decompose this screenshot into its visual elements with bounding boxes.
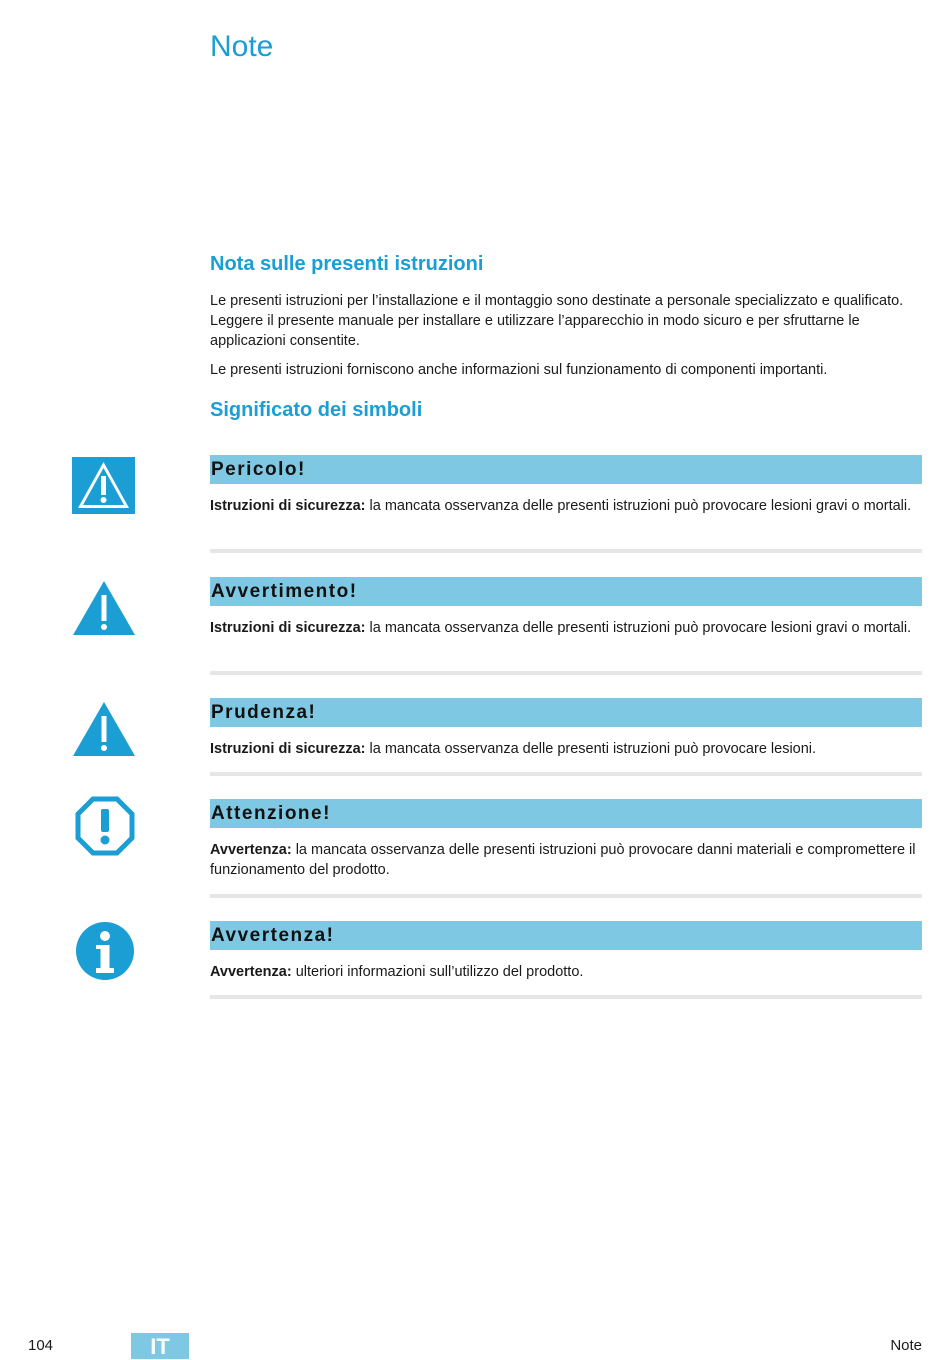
notice-warning <box>210 577 922 638</box>
page-number: 104 <box>28 1337 54 1354</box>
notice-label: Avvertenza: <box>210 842 292 858</box>
warning-triangle-icon <box>72 576 136 640</box>
notice-title: Pericolo! <box>210 455 922 484</box>
notice-text <box>210 739 922 759</box>
intro-paragraph-2: Le presenti istruzioni forniscono anche informazioni sul funzionamento di componenti importanti. <box>210 362 828 378</box>
notice-caution <box>210 698 922 759</box>
notice-description: ulteriori informazioni sull’utilizzo del prodotto. <box>291 964 584 980</box>
notice-attention <box>210 799 922 880</box>
notice-description: la mancata osservanza delle presenti istruzioni può provocare danni materiali e compromettere il funzionamento del prodotto. <box>210 842 916 878</box>
notice-label: Istruzioni di sicurezza: <box>210 620 366 636</box>
intro-paragraph-1: Le presenti istruzioni per l’installazione e il montaggio sono destinate a personale specializzato e qualificato. Leggere il presente manuale per installare e utilizzare l’apparecchio in modo sicuro e per sfruttarne le applicazioni consentite. <box>210 293 904 349</box>
notice-divider <box>210 894 922 898</box>
notice-description: la mancata osservanza delle presenti istruzioni può provocare lesioni. <box>365 741 817 757</box>
info-circle-icon <box>75 921 135 981</box>
notice-title: Avvertimento! <box>210 577 922 606</box>
notice-label: Istruzioni di sicurezza: <box>210 498 366 514</box>
notice-label: Avvertenza: <box>210 964 292 980</box>
notice-divider <box>210 549 922 553</box>
attention-octagon-icon <box>75 796 135 856</box>
caution-triangle-icon <box>72 697 136 761</box>
section-heading-instructions: Nota sulle presenti istruzioni <box>210 253 484 275</box>
notice-title: Attenzione! <box>210 799 922 828</box>
page-title: Note <box>210 30 274 63</box>
danger-warning-square-icon <box>72 454 136 518</box>
notice-title: Avvertenza! <box>210 921 922 950</box>
notice-danger <box>210 455 922 516</box>
notice-text <box>210 618 922 638</box>
section-heading-symbols: Significato dei simboli <box>210 399 423 421</box>
notice-info <box>210 921 922 982</box>
notice-text <box>210 840 922 880</box>
notice-description: la mancata osservanza delle presenti istruzioni può provocare lesioni gravi o mortali. <box>365 620 912 636</box>
notice-divider <box>210 671 922 675</box>
notice-divider <box>210 995 922 999</box>
notice-label: Istruzioni di sicurezza: <box>210 741 366 757</box>
notice-description: la mancata osservanza delle presenti istruzioni può provocare lesioni gravi o mortali. <box>365 498 912 514</box>
notice-title: Prudenza! <box>210 698 922 727</box>
notice-text <box>210 496 922 516</box>
footer-section-label: Note <box>890 1337 922 1354</box>
language-badge: IT <box>131 1333 189 1359</box>
notice-divider <box>210 772 922 776</box>
notice-text <box>210 962 922 982</box>
